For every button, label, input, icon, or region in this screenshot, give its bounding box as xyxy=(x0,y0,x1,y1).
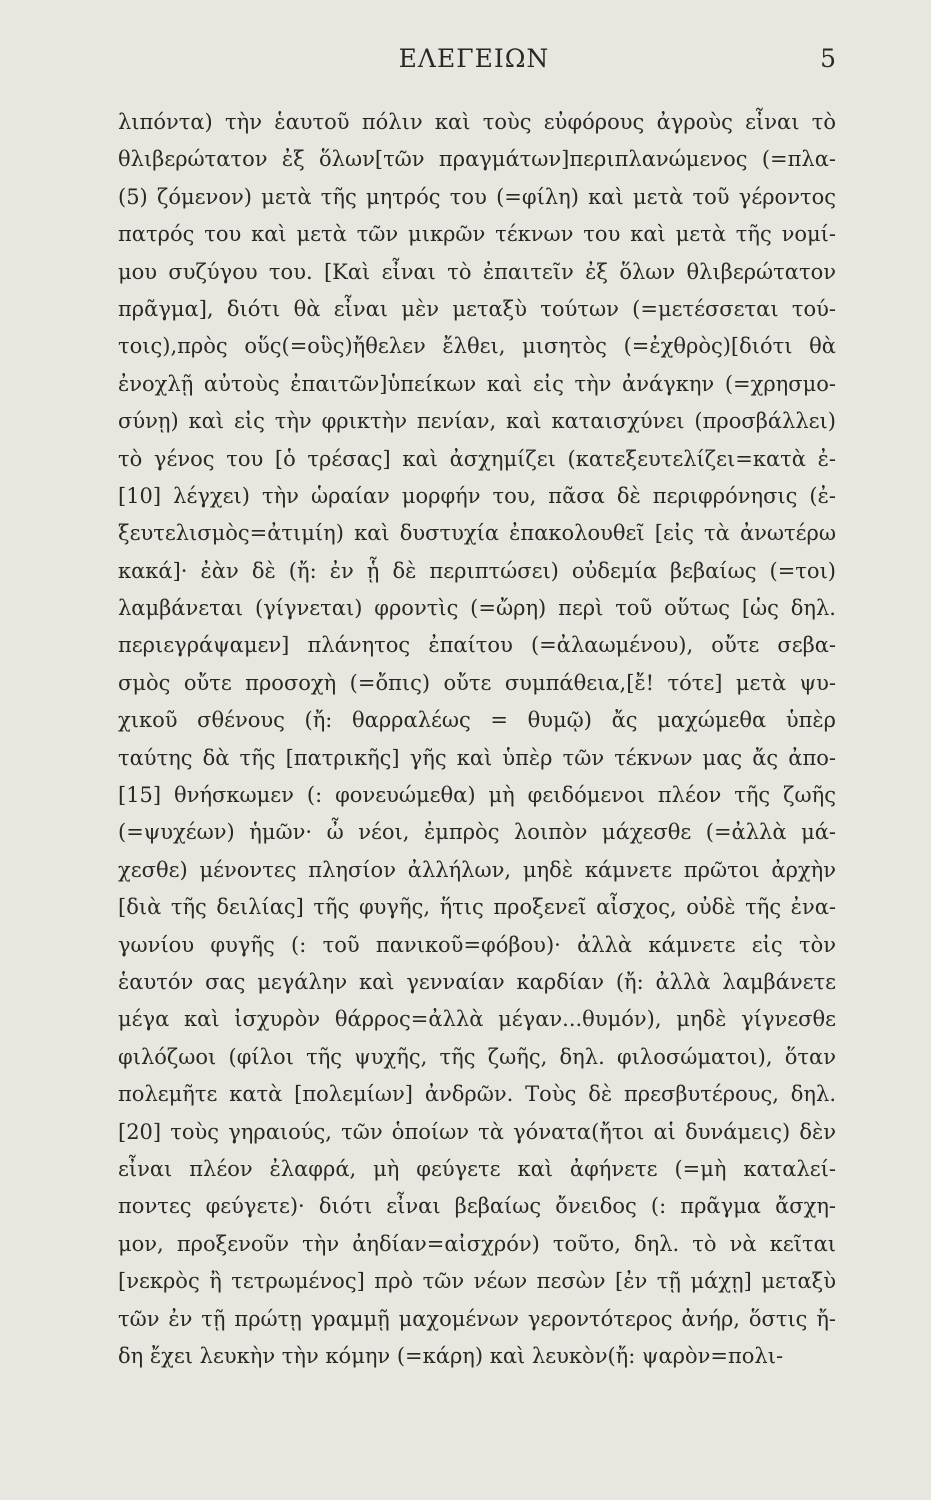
body-text xyxy=(118,104,836,1375)
text-line: τῶν ἐν τῇ πρώτῃ γραμμῇ μαχομένων γεροντότερος ἀνήρ, ὅστις ἤ- xyxy=(118,1306,836,1331)
text-line: λαμβάνεται (γίγνεται) φροντὶς (=ὤρη) περὶ τοῦ οὕτως [ὡς δηλ. xyxy=(118,596,836,621)
text-line: ἑαυτόν σας μεγάλην καὶ γενναίαν καρδίαν (ἤ: ἀλλὰ λαμβάνετε xyxy=(118,969,836,994)
text-line: ξευτελισμὸς=ἀτιμίη) καὶ δυστυχία ἐπακολουθεῖ [εἰς τὰ ἀνωτέρω xyxy=(118,521,836,546)
text-line: δη ἔχει λευκὴν τὴν κόμην (=κάρη) καὶ λευκὸν(ἤ: ψαρὸν=πολι- xyxy=(118,1343,784,1368)
text-line: σμὸς οὔτε προσοχὴ (=ὄπις) οὔτε συμπάθεια,[ἔ! τότε] μετὰ ψυ- xyxy=(118,670,836,695)
text-line: τὸ γένος του [ὁ τρέσας] καὶ ἀσχημίζει (κατεξευτελίζει=κατὰ ἐ- xyxy=(118,446,836,471)
text-line: χικοῦ σθένους (ἤ: θαρραλέως = θυμῷ) ἄς μαχώμεθα ὑπὲρ xyxy=(118,708,836,733)
text-line: ἐνοχλῇ αὐτοὺς ἐπαιτῶν]ὑπείκων καὶ εἰς τὴν ἀνάγκην (=χρησμο- xyxy=(118,371,836,396)
text-line: χεσθε) μένοντες πλησίον ἀλλήλων, μηδὲ κάμνετε πρῶτοι ἀρχὴν xyxy=(118,857,836,882)
text-line: εἶναι πλέον ἐλαφρά, μὴ φεύγετε καὶ ἀφήνετε (=μὴ καταλεί- xyxy=(118,1156,836,1181)
text-line: περιεγράψαμεν] πλάνητος ἐπαίτου (=ἀλαωμένου), οὔτε σεβα- xyxy=(118,633,836,658)
text-line: [20] τοὺς γηραιούς, τῶν ὁποίων τὰ γόνατα(ἤτοι αἱ δυνάμεις) δὲν xyxy=(118,1119,836,1144)
text-line: φιλόζωοι (φίλοι τῆς ψυχῆς, τῆς ζωῆς, δηλ. φιλοσώματοι), ὅταν xyxy=(118,1044,836,1069)
text-line: πρᾶγμα], διότι θὰ εἶναι μὲν μεταξὺ τούτων (=μετέσσεται τού- xyxy=(118,296,836,321)
text-line: γωνίου φυγῆς (: τοῦ πανικοῦ=φόβου)· ἀλλὰ κάμνετε εἰς τὸν xyxy=(118,932,836,957)
page-header xyxy=(112,44,836,84)
text-line: σύνῃ) καὶ εἰς τὴν φρικτὴν πενίαν, καὶ καταισχύνει (προσβάλλει) xyxy=(118,409,836,434)
text-line: πατρός του καὶ μετὰ τῶν μικρῶν τέκνων του καὶ μετὰ τῆς νομί- xyxy=(118,222,836,247)
text-line: [10] λέγχει) τὴν ὡραίαν μορφήν του, πᾶσα δὲ περιφρόνησις (ἐ- xyxy=(118,483,836,508)
text-line: θλιβερώτατον ἐξ ὅλων[τῶν πραγμάτων]περιπλανώμενος (=πλα- xyxy=(118,147,836,172)
text-line: ποντες φεύγετε)· διότι εἶναι βεβαίως ὄνειδος (: πρᾶγμα ἄσχη- xyxy=(118,1194,836,1219)
text-line: [διὰ τῆς δειλίας] τῆς φυγῆς, ἥτις προξενεῖ αἶσχος, οὐδὲ τῆς ἐνα- xyxy=(118,895,836,920)
text-line: (5) ζόμενον) μετὰ τῆς μητρός του (=φίλη) καὶ μετὰ τοῦ γέροντος xyxy=(118,184,836,209)
text-line: μέγα καὶ ἰσχυρὸν θάρρος=ἀλλὰ μέγαν...θυμόν), μηδὲ γίγνεσθε xyxy=(118,1007,836,1032)
running-title: ΕΛΕΓΕΙΩΝ xyxy=(398,44,550,73)
text-line: (=ψυχέων) ἡμῶν· ὦ νέοι, ἐμπρὸς λοιπὸν μάχεσθε (=ἀλλὰ μά- xyxy=(118,820,836,845)
text-line: [15] θνήσκωμεν (: φονευώμεθα) μὴ φειδόμενοι πλέον τῆς ζωῆς xyxy=(118,783,836,808)
text-line: ταύτης δὰ τῆς [πατρικῆς] γῆς καὶ ὑπὲρ τῶν τέκνων μας ἄς ἀπο- xyxy=(118,745,836,770)
text-line: πολεμῆτε κατὰ [πολεμίων] ἀνδρῶν. Τοὺς δὲ πρεσβυτέρους, δηλ. xyxy=(118,1082,836,1107)
text-line: μου συζύγου του. [Καὶ εἶναι τὸ ἐπαιτεῖν ἐξ ὅλων θλιβερώτατον xyxy=(118,259,836,284)
text-line: κακά]· ἐὰν δὲ (ἤ: ἐν ᾗ δὲ περιπτώσει) οὐδεμία βεβαίως (=τοι) xyxy=(118,558,836,583)
text-line: μον, προξενοῦν τὴν ἀηδίαν=αἰσχρόν) τοῦτο, δηλ. τὸ νὰ κεῖται xyxy=(118,1231,836,1256)
page-number: 5 xyxy=(820,44,836,73)
text-line: [νεκρὸς ἢ τετρωμένος] πρὸ τῶν νέων πεσὼν [ἐν τῇ μάχῃ] μεταξὺ xyxy=(118,1269,836,1294)
text-line: τοις),πρὸς οὕς(=οὓς)ἤθελεν ἔλθει, μισητὸς (=ἐχθρὸς)[διότι θὰ xyxy=(118,334,836,359)
text-line: λιπόντα) τὴν ἑαυτοῦ πόλιν καὶ τοὺς εὐφόρους ἀγροὺς εἶναι τὸ xyxy=(118,110,836,134)
